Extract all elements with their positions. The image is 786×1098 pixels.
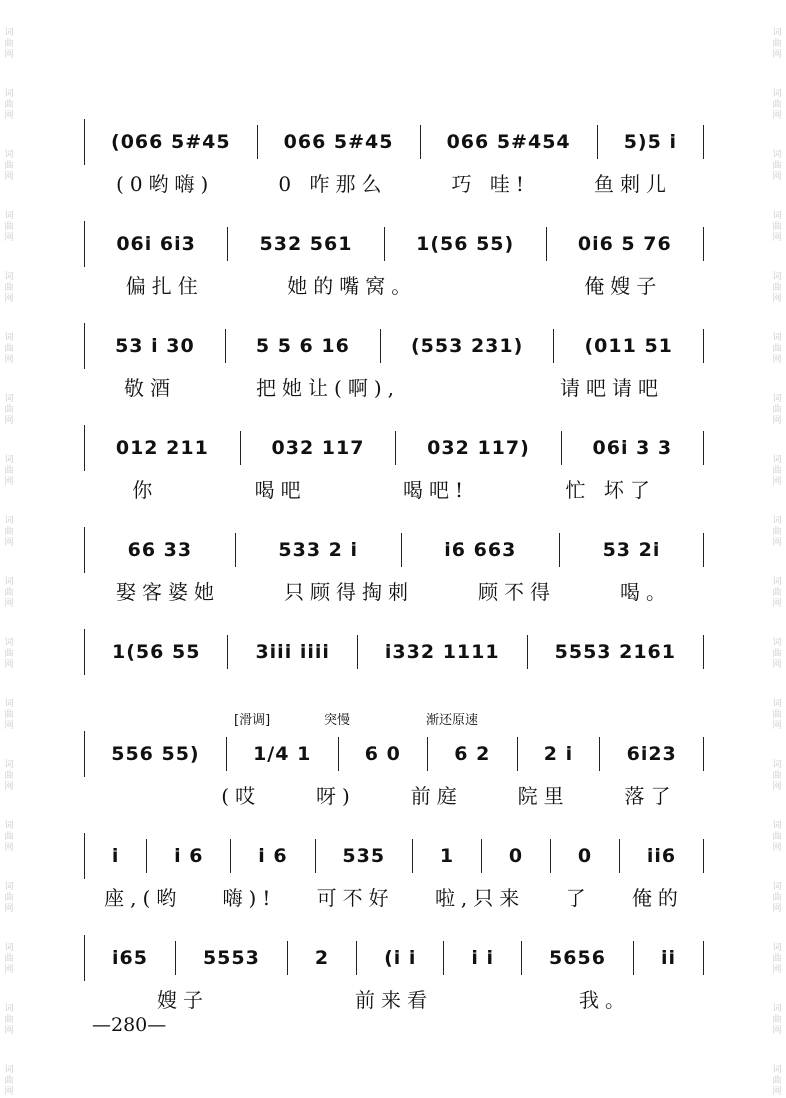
measure: 1/4 1	[227, 737, 339, 771]
watermark-group	[772, 699, 781, 732]
watermark-glyph: 词	[4, 516, 14, 526]
watermark-glyph: 曲	[4, 1015, 14, 1025]
watermark-glyph: 曲	[4, 588, 14, 598]
watermark-glyph: 网	[4, 721, 14, 731]
lyric: 巧 哇!	[451, 171, 530, 196]
score-system-5	[84, 503, 704, 605]
watermark-group	[4, 272, 13, 305]
watermark-glyph: 曲	[4, 100, 14, 110]
watermark-group	[772, 943, 781, 976]
score-system-3	[84, 299, 704, 401]
watermark-glyph: 网	[772, 904, 782, 914]
watermark-glyph: 词	[4, 89, 14, 99]
measure: 53 2i	[560, 533, 704, 567]
watermark-glyph: 词	[4, 394, 14, 404]
watermark-glyph: 词	[4, 150, 14, 160]
measure: 012 211	[85, 431, 241, 465]
annotation-glide: [滑调]	[234, 713, 271, 728]
watermark-glyph: 曲	[4, 832, 14, 842]
watermark-glyph: 词	[772, 943, 782, 953]
watermark-glyph: 词	[4, 1065, 14, 1075]
watermark-glyph: 词	[772, 150, 782, 160]
lyric-row	[84, 777, 704, 811]
watermark-glyph: 词	[772, 1004, 782, 1014]
watermark-glyph: 网	[4, 1087, 14, 1097]
measure: 1	[413, 839, 482, 873]
lyric: 嫂子	[157, 987, 209, 1012]
watermark-glyph: 词	[772, 455, 782, 465]
watermark-glyph: 词	[772, 821, 782, 831]
watermark-glyph: 曲	[772, 222, 782, 232]
watermark-glyph: 曲	[4, 527, 14, 537]
watermark-glyph: 词	[4, 638, 14, 648]
measure: 0i6 5 76	[547, 227, 705, 261]
measure-row	[84, 527, 704, 573]
watermark-glyph: 曲	[772, 283, 782, 293]
annotation-slow: 突慢	[324, 713, 351, 728]
watermark-glyph: 网	[772, 538, 782, 548]
watermark-group	[4, 394, 13, 427]
watermark-glyph: 网	[772, 782, 782, 792]
watermark-group	[772, 150, 781, 183]
measure-row	[84, 833, 704, 879]
lyric: 忙 坏了	[565, 477, 656, 502]
measure: 533 2 i	[236, 533, 402, 567]
measure: i65	[85, 941, 176, 975]
watermark-glyph: 词	[772, 211, 782, 221]
measure: 535	[316, 839, 413, 873]
watermark-glyph: 网	[4, 904, 14, 914]
measure: 1(56 55	[85, 635, 228, 669]
watermark-group	[4, 1065, 13, 1098]
watermark-group	[4, 1004, 13, 1037]
measure: 032 117)	[396, 431, 561, 465]
watermark-group	[4, 943, 13, 976]
watermark-glyph: 词	[4, 272, 14, 282]
watermark-glyph: 网	[4, 538, 14, 548]
lyric: 嗨)!	[222, 885, 277, 910]
watermark-glyph: 网	[4, 233, 14, 243]
watermark-glyph: 词	[4, 455, 14, 465]
watermark-glyph: 网	[4, 843, 14, 853]
watermark-glyph: 网	[772, 721, 782, 731]
annotation-tempo: 渐还原速	[426, 713, 479, 728]
watermark-glyph: 曲	[4, 161, 14, 171]
lyric: 顾不得	[478, 579, 556, 604]
watermark-glyph: 网	[772, 965, 782, 975]
watermark-group	[772, 89, 781, 122]
watermark-group	[772, 394, 781, 427]
score-system-2	[84, 197, 704, 299]
measure: 06i 3 3	[562, 431, 704, 465]
watermark-glyph: 曲	[772, 527, 782, 537]
measure: i6 663	[402, 533, 560, 567]
measure: 3iii iiii	[228, 635, 357, 669]
lyric: 偏扎住	[125, 273, 204, 298]
measure: 2	[288, 941, 357, 975]
lyric: 可不好	[316, 885, 395, 910]
watermark-glyph: 词	[4, 333, 14, 343]
watermark-glyph: 网	[772, 294, 782, 304]
watermark-glyph: 词	[4, 760, 14, 770]
lyric: 前庭	[410, 783, 463, 808]
watermark-glyph: 曲	[4, 1076, 14, 1086]
watermark-glyph: 曲	[772, 771, 782, 781]
measure-row	[84, 935, 704, 981]
measure: ii6	[620, 839, 704, 873]
watermark-glyph: 词	[772, 333, 782, 343]
watermark-glyph: 词	[4, 882, 14, 892]
watermark-group	[772, 577, 781, 610]
lyric-row	[84, 471, 704, 505]
measure: 532 561	[228, 227, 385, 261]
lyric: 啦,只来	[434, 885, 526, 910]
watermark-glyph: 网	[4, 965, 14, 975]
watermark-glyph: 网	[772, 172, 782, 182]
score-system-6	[84, 605, 704, 707]
watermark-glyph: 网	[772, 416, 782, 426]
measure-row	[84, 629, 704, 675]
measure: 53 i 30	[85, 329, 226, 363]
lyric: 俺的	[631, 885, 684, 910]
watermark-glyph: 曲	[772, 466, 782, 476]
watermark-glyph: 曲	[4, 649, 14, 659]
measure: 556 55)	[85, 737, 227, 771]
watermark-glyph: 网	[772, 111, 782, 121]
watermark-glyph: 曲	[4, 222, 14, 232]
measure: 5)5 i	[598, 125, 704, 159]
watermark-glyph: 网	[4, 782, 14, 792]
watermark-group	[4, 699, 13, 732]
watermark-glyph: 词	[772, 89, 782, 99]
measure: 06i 6i3	[85, 227, 228, 261]
watermark-group	[772, 272, 781, 305]
watermark-group	[772, 882, 781, 915]
watermark-group	[4, 882, 13, 915]
lyric: 鱼刺儿	[594, 171, 672, 196]
measure: 0	[551, 839, 620, 873]
watermark-glyph: 网	[4, 172, 14, 182]
watermark-glyph: 网	[772, 233, 782, 243]
measure: (066 5#45	[85, 125, 258, 159]
page-number: —280—	[92, 1014, 167, 1036]
watermark-group	[772, 821, 781, 854]
watermark-glyph: 词	[772, 516, 782, 526]
watermark-glyph: 曲	[772, 710, 782, 720]
measure: 5553	[176, 941, 288, 975]
lyric-row	[84, 369, 704, 403]
watermark-group	[4, 577, 13, 610]
watermark-glyph: 网	[772, 843, 782, 853]
lyric-row	[84, 675, 704, 709]
watermark-glyph: 网	[4, 660, 14, 670]
watermark-glyph: 曲	[772, 649, 782, 659]
watermark-glyph: 曲	[4, 893, 14, 903]
watermark-group	[4, 89, 13, 122]
watermark-glyph: 词	[772, 1065, 782, 1075]
watermark-glyph: 词	[4, 699, 14, 709]
watermark-group	[4, 516, 13, 549]
lyric: 你	[132, 477, 159, 502]
lyric: 只顾得掏刺	[284, 579, 414, 604]
lyric-row	[84, 573, 704, 607]
watermark-glyph: 网	[772, 477, 782, 487]
lyric: 俺嫂子	[584, 273, 663, 298]
watermark-group	[772, 638, 781, 671]
lyric: (哎	[221, 783, 262, 808]
watermark-glyph: 曲	[772, 1015, 782, 1025]
lyric-row	[84, 981, 704, 1015]
watermark-glyph: 曲	[772, 39, 782, 49]
watermark-group	[772, 28, 781, 61]
watermark-glyph: 曲	[4, 344, 14, 354]
measure-row	[84, 221, 704, 267]
lyric: 前来看	[355, 987, 433, 1012]
measure-row	[84, 323, 704, 369]
lyric: 喝。	[620, 579, 672, 604]
lyric: 喝吧!	[403, 477, 470, 502]
measure: 1(56 55)	[385, 227, 547, 261]
watermark-group	[772, 211, 781, 244]
watermark-glyph: 曲	[4, 466, 14, 476]
measure: 2 i	[518, 737, 601, 771]
watermark-glyph: 词	[4, 1004, 14, 1014]
lyric: 把她让(啊),	[256, 375, 400, 400]
watermark-group	[4, 333, 13, 366]
score-system-7	[84, 707, 704, 809]
watermark-glyph: 曲	[772, 344, 782, 354]
watermark-glyph: 词	[4, 943, 14, 953]
watermark-group	[772, 455, 781, 488]
lyric: 敬酒	[124, 375, 176, 400]
watermark-glyph: 曲	[4, 405, 14, 415]
watermark-glyph: 网	[772, 355, 782, 365]
watermark-glyph: 网	[4, 111, 14, 121]
watermark-glyph: 词	[772, 272, 782, 282]
watermark-glyph: 曲	[772, 832, 782, 842]
watermark-glyph: 曲	[772, 893, 782, 903]
watermark-glyph: 网	[772, 660, 782, 670]
tempo-annotations	[84, 707, 704, 731]
watermark-group	[4, 821, 13, 854]
watermark-glyph: 词	[772, 699, 782, 709]
watermark-glyph: 词	[772, 577, 782, 587]
measure: 5656	[522, 941, 634, 975]
lyric: 了	[565, 885, 592, 910]
watermark-glyph: 曲	[772, 588, 782, 598]
score-page	[84, 95, 704, 1013]
measure-row	[84, 731, 704, 777]
watermark-glyph: 词	[4, 211, 14, 221]
watermark-glyph: 网	[4, 599, 14, 609]
measure: i 6	[147, 839, 231, 873]
lyric: 娶客婆她	[116, 579, 220, 604]
lyric: 落了	[624, 783, 677, 808]
watermark-glyph: 词	[772, 394, 782, 404]
watermark-glyph: 曲	[772, 1076, 782, 1086]
measure: i	[85, 839, 147, 873]
watermark-glyph: 曲	[4, 39, 14, 49]
watermark-glyph: 网	[772, 599, 782, 609]
measure: 5 5 6 16	[226, 329, 381, 363]
measure: 6 0	[339, 737, 429, 771]
score-system-9	[84, 911, 704, 1013]
watermark-glyph: 网	[772, 50, 782, 60]
measure: 6 2	[428, 737, 518, 771]
measure: i 6	[231, 839, 315, 873]
score-system-4	[84, 401, 704, 503]
watermark-glyph: 曲	[772, 161, 782, 171]
lyric-row	[84, 165, 704, 199]
lyric: 呀)	[315, 783, 356, 808]
watermark-group	[4, 150, 13, 183]
watermark-glyph: 词	[772, 882, 782, 892]
watermark-group	[772, 516, 781, 549]
lyric: 她的嘴窝。	[287, 273, 418, 298]
lyric: 请吧请吧	[560, 375, 665, 400]
watermark-glyph: 网	[4, 477, 14, 487]
watermark-right	[770, 0, 784, 1097]
measure: 032 117	[241, 431, 397, 465]
watermark-glyph: 词	[4, 821, 14, 831]
watermark-glyph: 网	[4, 355, 14, 365]
measure: (i i	[357, 941, 444, 975]
score-system-8	[84, 809, 704, 911]
lyric: 喝吧	[254, 477, 307, 502]
watermark-group	[4, 760, 13, 793]
measure: 5553 2161	[528, 635, 704, 669]
lyric: (0哟嗨)	[116, 171, 215, 196]
watermark-group	[4, 638, 13, 671]
watermark-glyph: 曲	[772, 100, 782, 110]
watermark-glyph: 网	[4, 50, 14, 60]
lyric: 我。	[579, 987, 631, 1012]
watermark-glyph: 网	[4, 294, 14, 304]
lyric-row	[84, 879, 704, 913]
measure: 0	[482, 839, 551, 873]
watermark-glyph: 词	[772, 760, 782, 770]
watermark-glyph: 曲	[4, 954, 14, 964]
watermark-glyph: 词	[772, 28, 782, 38]
measure: i i	[444, 941, 522, 975]
watermark-group	[4, 455, 13, 488]
watermark-glyph: 词	[4, 577, 14, 587]
score-system-1	[84, 95, 704, 197]
watermark-glyph: 曲	[772, 405, 782, 415]
watermark-group	[4, 28, 13, 61]
measure: (553 231)	[381, 329, 554, 363]
lyric: 院里	[517, 783, 570, 808]
measure: 066 5#454	[421, 125, 598, 159]
watermark-group	[772, 1065, 781, 1098]
lyric: 0 咋那么	[278, 171, 388, 196]
lyric: 座,(哟	[104, 885, 183, 910]
measure: (011 51	[554, 329, 704, 363]
watermark-group	[772, 1004, 781, 1037]
measure-row	[84, 425, 704, 471]
measure: i332 1111	[358, 635, 528, 669]
watermark-left	[2, 0, 16, 1097]
measure: 6i23	[600, 737, 704, 771]
watermark-glyph: 网	[4, 1026, 14, 1036]
watermark-glyph: 网	[772, 1026, 782, 1036]
watermark-glyph: 网	[4, 416, 14, 426]
watermark-group	[772, 760, 781, 793]
lyric-row	[84, 267, 704, 301]
measure: 66 33	[85, 533, 236, 567]
watermark-glyph: 曲	[772, 954, 782, 964]
watermark-glyph: 曲	[4, 710, 14, 720]
watermark-glyph: 曲	[4, 283, 14, 293]
watermark-glyph: 网	[772, 1087, 782, 1097]
watermark-glyph: 曲	[4, 771, 14, 781]
watermark-group	[4, 211, 13, 244]
watermark-glyph: 词	[4, 28, 14, 38]
measure: ii	[634, 941, 704, 975]
measure: 066 5#45	[258, 125, 421, 159]
watermark-glyph: 词	[772, 638, 782, 648]
watermark-group	[772, 333, 781, 366]
measure-row	[84, 119, 704, 165]
